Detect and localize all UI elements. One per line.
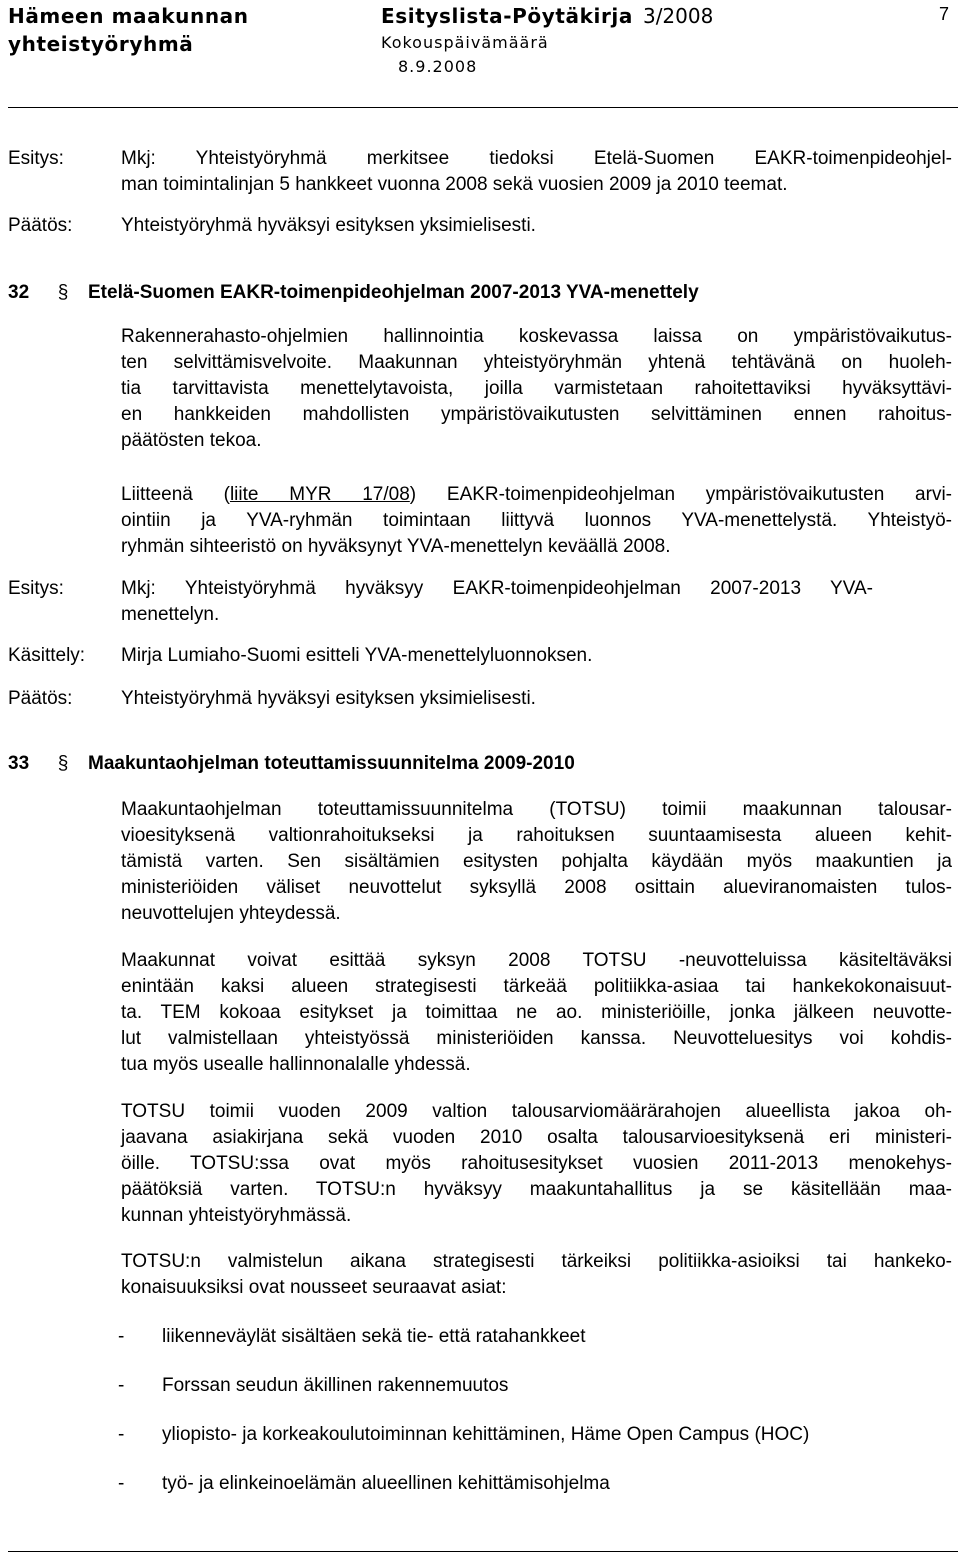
text-fragment: ) EAKR-toimenpideohjelman ympäristövaikutusten arvi- [409, 484, 952, 505]
previous-esitys-text [121, 146, 952, 198]
text-line: vioesityksenä valtionrahoitukseksi ja rahoituksen suuntaamisesta alueen kehit- [121, 825, 952, 846]
meeting-date: 8.9.2008 [398, 57, 478, 76]
text-line: ministeriöiden väliset neuvottelut syksyllä 2008 osittain alueviranomaisten tulos- [121, 877, 952, 898]
text-line: menettelyn. [121, 604, 220, 625]
bullet-item [118, 1422, 809, 1448]
section-33-paragraph-1 [121, 797, 952, 927]
previous-paatos-text: Yhteistyöryhmä hyväksyi esityksen yksimielisesti. [121, 215, 536, 236]
text-line: TOTSU:n valmistelun aikana strategisesti tärkeiksi politiikka-asioiksi tai hankeko- [121, 1251, 952, 1272]
section-32-paatos-text: Yhteistyöryhmä hyväksyi esityksen yksimielisesti. [121, 688, 536, 709]
text-line: Rakennerahasto-ohjelmien hallinnointia koskevassa laissa on ympäristövaikutus- [121, 326, 952, 347]
bullet-marker: - [118, 1424, 125, 1445]
bullet-item [118, 1324, 586, 1350]
section-title: Etelä-Suomen EAKR-toimenpideohjelman 2007-2013 YVA-menettely [88, 282, 699, 303]
document-number: 3/2008 [642, 4, 714, 28]
section-32-paragraph-2 [121, 482, 952, 560]
organization-name [8, 2, 249, 58]
bullet-text: Forssan seudun äkillinen rakennemuutos [162, 1375, 509, 1396]
section-32-esitys-text [121, 576, 873, 628]
bullet-text: liikenneväylät sisältäen sekä tie- että ratahankkeet [162, 1326, 586, 1347]
attachment-link[interactable]: liite MYR 17/08 [229, 484, 410, 505]
text-line: ta. TEM kokoaa esitykset ja toimittaa ne ao. ministeriöille, jonka jälkeen neuvotte- [121, 1002, 952, 1023]
text-line: ryhmän sihteeristö on hyväksynyt YVA-menettelyn keväällä 2008. [121, 536, 671, 557]
section-33-paragraph-4 [121, 1249, 952, 1301]
text-line: ten selvittämisvelvoite. Maakunnan yhteistyöryhmän yhtenä tehtävänä on huoleh- [121, 352, 952, 373]
kasittely-label: Käsittely: [8, 645, 86, 666]
text-line: enintään kaksi alueen strategisesti tärkeää politiikka-asiaa tai hankekokonaisuut- [121, 976, 952, 997]
text-line: Maakuntaohjelman toteuttamissuunnitelma (TOTSU) toimii maakunnan talousar- [121, 799, 952, 820]
bullet-item [118, 1471, 610, 1497]
org-line-1: Hämeen maakunnan [8, 4, 249, 28]
text-line [121, 482, 952, 508]
section-33-heading [8, 751, 575, 777]
text-line: tämistä varten. Sen sisältämien esitysten pohjalta käydään myös maakuntien ja [121, 851, 952, 872]
text-line: Mkj: Yhteistyöryhmä merkitsee tiedoksi Etelä-Suomen EAKR-toimenpideohjel- [121, 148, 952, 169]
text-line: lut valmistellaan yhteistyössä ministeriöiden kanssa. Neuvotteluesitys voi kohdis- [121, 1028, 952, 1049]
esitys-label: Esitys: [8, 578, 64, 599]
section-title: Maakuntaohjelman toteuttamissuunnitelma 2009-2010 [88, 753, 575, 774]
text-line: en hankkeiden mahdollisten ympäristövaikutusten selvittäminen ennen rahoitus- [121, 404, 952, 425]
text-line: konaisuuksiksi ovat nousseet seuraavat asiat: [121, 1277, 507, 1298]
text-line: Maakunnat voivat esittää syksyn 2008 TOTSU -neuvotteluissa käsiteltäväksi [121, 950, 952, 971]
section-32-kasittely-text: Mirja Lumiaho-Suomi esitteli YVA-menettelyluonnoksen. [121, 645, 593, 666]
meeting-date-label: Kokouspäivämäärä [381, 33, 549, 52]
page-header [0, 0, 960, 80]
bullet-text: työ- ja elinkeinoelämän alueellinen kehittämisohjelma [162, 1473, 610, 1494]
page-number: 7 [939, 4, 950, 24]
text-line: tua myös usealle hallinnonalalle yhdessä. [121, 1054, 471, 1075]
text-line: neuvottelujen yhteydessä. [121, 903, 341, 924]
text-line: jaavana asiakirjana sekä vuoden 2010 osalta talousarvioesityksenä eri ministeri- [121, 1127, 952, 1148]
section-number: 33 [8, 753, 30, 774]
text-line: Mkj: Yhteistyöryhmä hyväksyy EAKR-toimenpideohjelman 2007-2013 YVA- [121, 578, 873, 599]
header-divider [8, 107, 958, 108]
section-number: 32 [8, 282, 30, 303]
text-line: öille. TOTSU:ssa ovat myös rahoitusesitykset vuosien 2011-2013 menokehys- [121, 1153, 952, 1174]
text-line: ointiin ja YVA-ryhmän toimintaan liittyvä luonnos YVA-menettelystä. Yhteistyö- [121, 510, 952, 531]
section-32-heading [8, 280, 699, 306]
text-line: päätöksiä varten. TOTSU:n hyväksyy maakuntahallitus ja se käsitellään maa- [121, 1179, 952, 1200]
paatos-label: Päätös: [8, 215, 73, 236]
bullet-item [118, 1373, 508, 1399]
text-line: kunnan yhteistyöryhmässä. [121, 1205, 352, 1226]
esitys-label: Esitys: [8, 148, 64, 169]
bullet-marker: - [118, 1326, 125, 1347]
bullet-marker: - [118, 1375, 125, 1396]
bullet-text: yliopisto- ja korkeakoulutoiminnan kehittäminen, Häme Open Campus (HOC) [162, 1424, 810, 1445]
section-33-paragraph-3 [121, 1099, 952, 1229]
paatos-label: Päätös: [8, 688, 73, 709]
bullet-marker: - [118, 1473, 125, 1494]
text-fragment: Liitteenä ( [121, 484, 230, 505]
org-line-2: yhteistyöryhmä [8, 32, 194, 56]
document-info [381, 2, 713, 78]
section-32-paragraph-1 [121, 324, 952, 454]
section-33-paragraph-2 [121, 948, 952, 1078]
document-type: Esityslista-Pöytäkirja [381, 4, 633, 28]
footer-divider [8, 1551, 958, 1552]
text-line: tia tarvittavista menettelytavoista, joilla varmistetaan rahoitettaviksi hyväksyttävi- [121, 378, 952, 399]
text-line: TOTSU toimii vuoden 2009 valtion talousarviomäärärahojen alueellista jakoa oh- [121, 1101, 952, 1122]
section-sign-icon: § [57, 282, 69, 303]
section-sign-icon: § [57, 753, 69, 774]
text-line: man toimintalinjan 5 hankkeet vuonna 2008 sekä vuosien 2009 ja 2010 teemat. [121, 174, 788, 195]
text-line: päätösten tekoa. [121, 430, 262, 451]
